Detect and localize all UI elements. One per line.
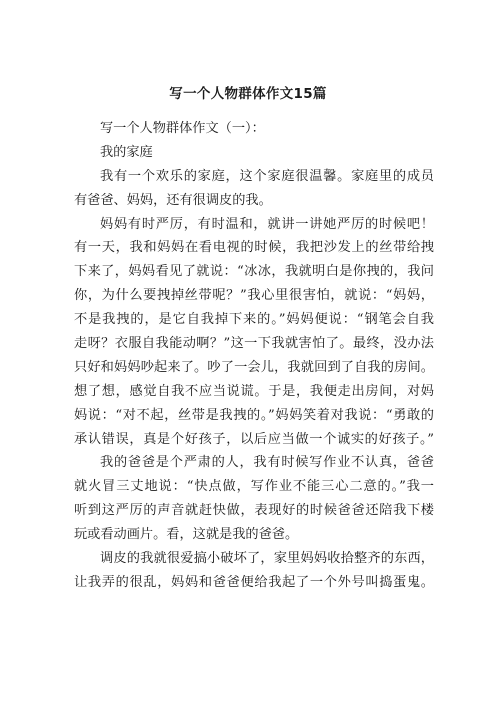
paragraph-line: 想了想，感觉自我不应当说谎。于是，我便走出房间，对妈 bbox=[74, 383, 434, 399]
paragraph-line: 我有一个欢乐的家庭，这个家庭很温馨。家庭里的成员 bbox=[100, 168, 434, 184]
paragraph-line: 我的爸爸是个严肃的人，我有时候写作业不认真，爸爸 bbox=[100, 455, 434, 471]
paragraph-line: 不是我拽的，是它自我掉下来的。”妈妈便说：“钢笔会自我 bbox=[74, 312, 434, 328]
paragraph-line: 妈说：“对不起，丝带是我拽的。”妈妈笑着对我说：“勇敢的 bbox=[74, 407, 434, 423]
paragraph-line: 承认错误，真是个好孩子，以后应当做一个诚实的好孩子。” bbox=[74, 431, 434, 447]
paragraph-line: 玩或看动画片。看，这就是我的爸爸。 bbox=[74, 527, 299, 543]
paragraph-line: 走呀？衣服自我能动啊？”这一下我就害怕了。最终，没办法 bbox=[74, 336, 434, 352]
paragraph-line: 你，为什么要拽掉丝带呢？”我心里很害怕，就说：“妈妈， bbox=[74, 288, 434, 304]
document-title: 写一个人物群体作文15篇 bbox=[169, 86, 327, 102]
paragraph-line: 有一天，我和妈妈在看电视的时候，我把沙发上的丝带给拽 bbox=[74, 240, 434, 256]
paragraph-line: 有爸爸、妈妈，还有很调皮的我。 bbox=[74, 192, 272, 208]
paragraph-line: 我的家庭 bbox=[100, 144, 153, 160]
paragraph-line: 写一个人物群体作文（一）： bbox=[100, 121, 265, 136]
paragraph-line: 让我弄的很乱，妈妈和爸爸便给我起了一个外号叫捣蛋鬼。 bbox=[74, 574, 434, 590]
paragraph-line: 听到这严厉的声音就赶快做，表现好的时候爸爸还陪我下楼 bbox=[74, 503, 434, 519]
paragraph-line: 调皮的我就很爱搞小破坏了，家里妈妈收拾整齐的东西， bbox=[100, 551, 434, 567]
paragraph-line: 下来了，妈妈看见了就说：“冰冰，我就明白是你拽的，我问 bbox=[74, 264, 434, 280]
document-body bbox=[74, 117, 434, 595]
paragraph-line: 只好和妈妈吵起来了。吵了一会儿，我就回到了自我的房间。 bbox=[74, 359, 434, 375]
paragraph-line: 妈妈有时严厉，有时温和，就讲一讲她严厉的时候吧！ bbox=[100, 216, 434, 232]
paragraph-line: 就火冒三丈地说：“快点做，写作业不能三心二意的。”我一 bbox=[74, 479, 434, 495]
